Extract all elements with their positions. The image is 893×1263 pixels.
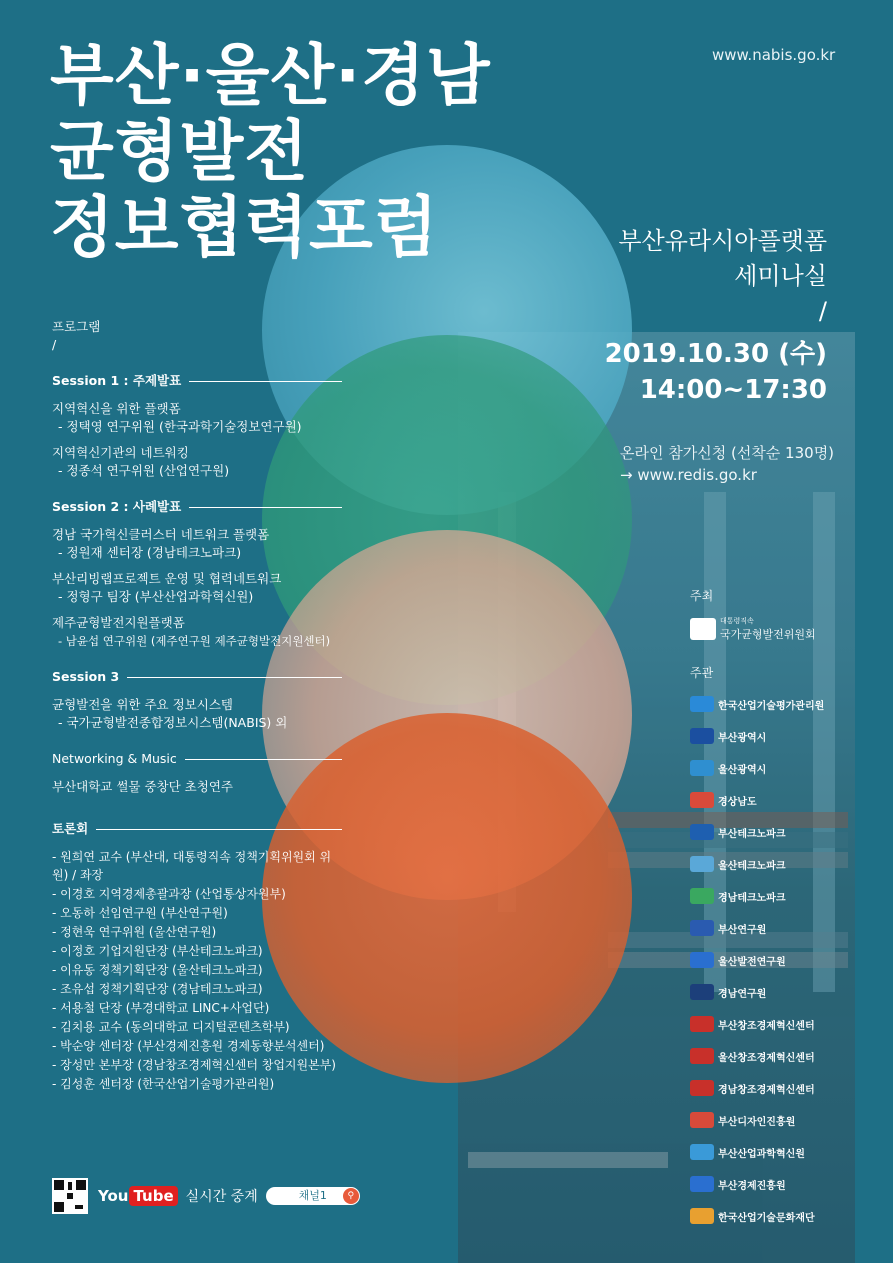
- panelist: - 이유동 정책기획단장 (울산테크노파크): [52, 963, 263, 977]
- sponsor-logo-icon: [690, 728, 714, 744]
- channel-search-text: 채널1: [298, 1189, 327, 1202]
- event-time: 14:00~17:30: [639, 375, 827, 405]
- poster-title: [50, 38, 491, 266]
- sponsor-logo-icon: [690, 1048, 714, 1064]
- sponsor-org: [690, 689, 850, 719]
- sponsor-logo-icon: [690, 856, 714, 872]
- panelist: - 서용철 단장 (부경대학교 LINC+사업단): [52, 1001, 270, 1015]
- sponsor-name: 경남창조경제혁신센터: [718, 1084, 815, 1096]
- program-item: 경남 국가혁신클러스터 네트워크 플랫폼 - 정원재 센터장 (경남테크노파크): [52, 527, 270, 560]
- sponsor-name: 부산디자인진흥원: [718, 1116, 796, 1128]
- sponsor-name: 부산광역시: [718, 732, 767, 744]
- panelist: - 박순양 센터장 (부산경제진흥원 경제동향분석센터): [52, 1039, 325, 1053]
- sponsor-org: [690, 1073, 850, 1103]
- sponsor-org: [690, 785, 850, 815]
- program-list: [52, 318, 342, 1094]
- livestream-footer: [52, 1178, 360, 1214]
- sponsor-name: 부산경제진흥원: [718, 1180, 786, 1192]
- sponsor-list: [690, 689, 850, 1231]
- sponsor-name: 부산테크노파크: [718, 828, 786, 840]
- search-icon[interactable]: ⚲: [343, 1188, 359, 1204]
- sponsor-logo-icon: [690, 1176, 714, 1192]
- sponsor-org: [690, 881, 850, 911]
- program-item: 지역혁신기관의 네트워킹 - 정종석 연구위원 (산업연구원): [52, 445, 230, 478]
- sponsor-name: 부산산업과학혁신원: [718, 1148, 805, 1160]
- sponsor-name: 경상남도: [718, 796, 757, 808]
- sponsor-org: [690, 1041, 850, 1071]
- program-item: 지역혁신을 위한 플랫폼 - 정택영 연구위원 (한국과학기술정보연구원): [52, 401, 302, 434]
- sponsor-name: 한국산업기술평가관리원: [718, 700, 825, 712]
- online-registration: [620, 442, 834, 486]
- venue-line: 부산유라시아플랫폼: [618, 227, 827, 255]
- panelist: - 원희연 교수 (부산대, 대통령직속 정책기획위원회 위원) / 좌장: [52, 850, 332, 882]
- sponsor-label: 주관: [690, 666, 714, 680]
- sponsor-name: 부산연구원: [718, 924, 767, 936]
- registration-link[interactable]: → www.redis.go.kr: [620, 466, 757, 484]
- sponsor-org: [690, 721, 850, 751]
- sponsor-logo-icon: [690, 1208, 714, 1224]
- host-logo-icon: [690, 618, 716, 640]
- sponsor-org: [690, 753, 850, 783]
- panelist: - 오동하 선임연구원 (부산연구원): [52, 906, 228, 920]
- sponsor-logo-icon: [690, 696, 714, 712]
- event-datetime: [605, 336, 827, 408]
- sponsor-org: [690, 913, 850, 943]
- session-heading: Session 3: [52, 668, 342, 686]
- sponsor-name: 한국산업기술문화재단: [718, 1212, 815, 1224]
- sponsor-org: [690, 1201, 850, 1231]
- session-heading: Session 2 : 사례발표: [52, 498, 342, 516]
- youtube-logo: You Tube: [98, 1186, 178, 1206]
- sponsor-org: [690, 945, 850, 975]
- sponsor-name: 울산광역시: [718, 764, 767, 776]
- panelist: - 김치용 교수 (동의대학교 디지털콘텐츠학부): [52, 1020, 290, 1034]
- venue-slash: /: [818, 297, 827, 325]
- sponsor-org: [690, 1169, 850, 1199]
- sponsor-name: 부산창조경제혁신센터: [718, 1020, 815, 1032]
- sponsor-name: 울산창조경제혁신센터: [718, 1052, 815, 1064]
- channel-search-box[interactable]: [266, 1187, 360, 1205]
- panelist-list: [52, 848, 342, 1093]
- discussion-heading: 토론회: [52, 820, 342, 838]
- session-heading: Networking & Music: [52, 750, 342, 768]
- sponsor-logo-icon: [690, 920, 714, 936]
- livestream-label: 실시간 중계: [185, 1189, 258, 1205]
- qr-code-icon[interactable]: [52, 1178, 88, 1214]
- panelist: - 이경호 지역경제총괄과장 (산업통상자원부): [52, 887, 286, 901]
- host-label: 주최: [690, 589, 714, 603]
- sponsor-org: [690, 1105, 850, 1135]
- container-row: [468, 1152, 668, 1168]
- sponsor-name: 경남테크노파크: [718, 892, 786, 904]
- sponsor-logo-icon: [690, 792, 714, 808]
- sponsor-name: 울산발전연구원: [718, 956, 786, 968]
- sponsor-logo-icon: [690, 1080, 714, 1096]
- sponsor-logo-icon: [690, 824, 714, 840]
- sponsor-logo-icon: [690, 1144, 714, 1160]
- venue: [618, 224, 827, 329]
- organizers-panel: [690, 587, 850, 1233]
- title-line: 부산·울산·경남: [50, 37, 491, 114]
- panelist: - 장성만 본부장 (경남창조경제혁신센터 창업지원본부): [52, 1058, 336, 1072]
- sponsor-logo-icon: [690, 952, 714, 968]
- sponsor-logo-icon: [690, 984, 714, 1000]
- sponsor-name: 경남연구원: [718, 988, 767, 1000]
- sponsor-org: [690, 849, 850, 879]
- sponsor-org: [690, 977, 850, 1007]
- venue-line: 세미나실: [734, 262, 827, 290]
- program-slash: /: [52, 337, 57, 352]
- sponsor-org: [690, 817, 850, 847]
- session-heading: Session 1 : 주제발표: [52, 372, 342, 390]
- sponsor-logo-icon: [690, 888, 714, 904]
- program-item: 균형발전을 위한 주요 정보시스템 - 국가균형발전종합정보시스템(NABIS) 외: [52, 697, 288, 730]
- website-link[interactable]: www.nabis.go.kr: [712, 46, 836, 64]
- panelist: - 김성훈 센터장 (한국산업기술평가관리원): [52, 1077, 275, 1091]
- sponsor-name: 울산테크노파크: [718, 860, 786, 872]
- program-item: 부산대학교 썰물 중창단 초청연주: [52, 779, 233, 794]
- title-line: 정보협력포럼: [50, 189, 439, 266]
- sponsor-logo-icon: [690, 760, 714, 776]
- online-registration-label: 온라인 참가신청 (선착순 130명): [620, 444, 835, 462]
- host-org: 대통령직속 국가균형발전위원회: [690, 612, 850, 646]
- sponsor-org: [690, 1137, 850, 1167]
- event-date: 2019.10.30 (수): [604, 339, 827, 369]
- panelist: - 정현욱 연구위원 (울산연구원): [52, 925, 217, 939]
- program-label: 프로그램: [52, 319, 101, 334]
- title-line: 균형발전: [50, 113, 310, 190]
- panelist: - 조유섭 정책기획단장 (경남테크노파크): [52, 982, 263, 996]
- sponsor-org: [690, 1009, 850, 1039]
- sponsor-logo-icon: [690, 1112, 714, 1128]
- program-item: 제주균형발전지원플랫폼 - 남윤섭 연구위원 (제주연구원 제주균형발전지원센터): [52, 615, 331, 648]
- panelist: - 이정호 기업지원단장 (부산테크노파크): [52, 944, 263, 958]
- sponsor-logo-icon: [690, 1016, 714, 1032]
- program-item: 부산리빙랩프로젝트 운영 및 협력네트워크 - 정형구 팀장 (부산산업과학혁신원): [52, 571, 282, 604]
